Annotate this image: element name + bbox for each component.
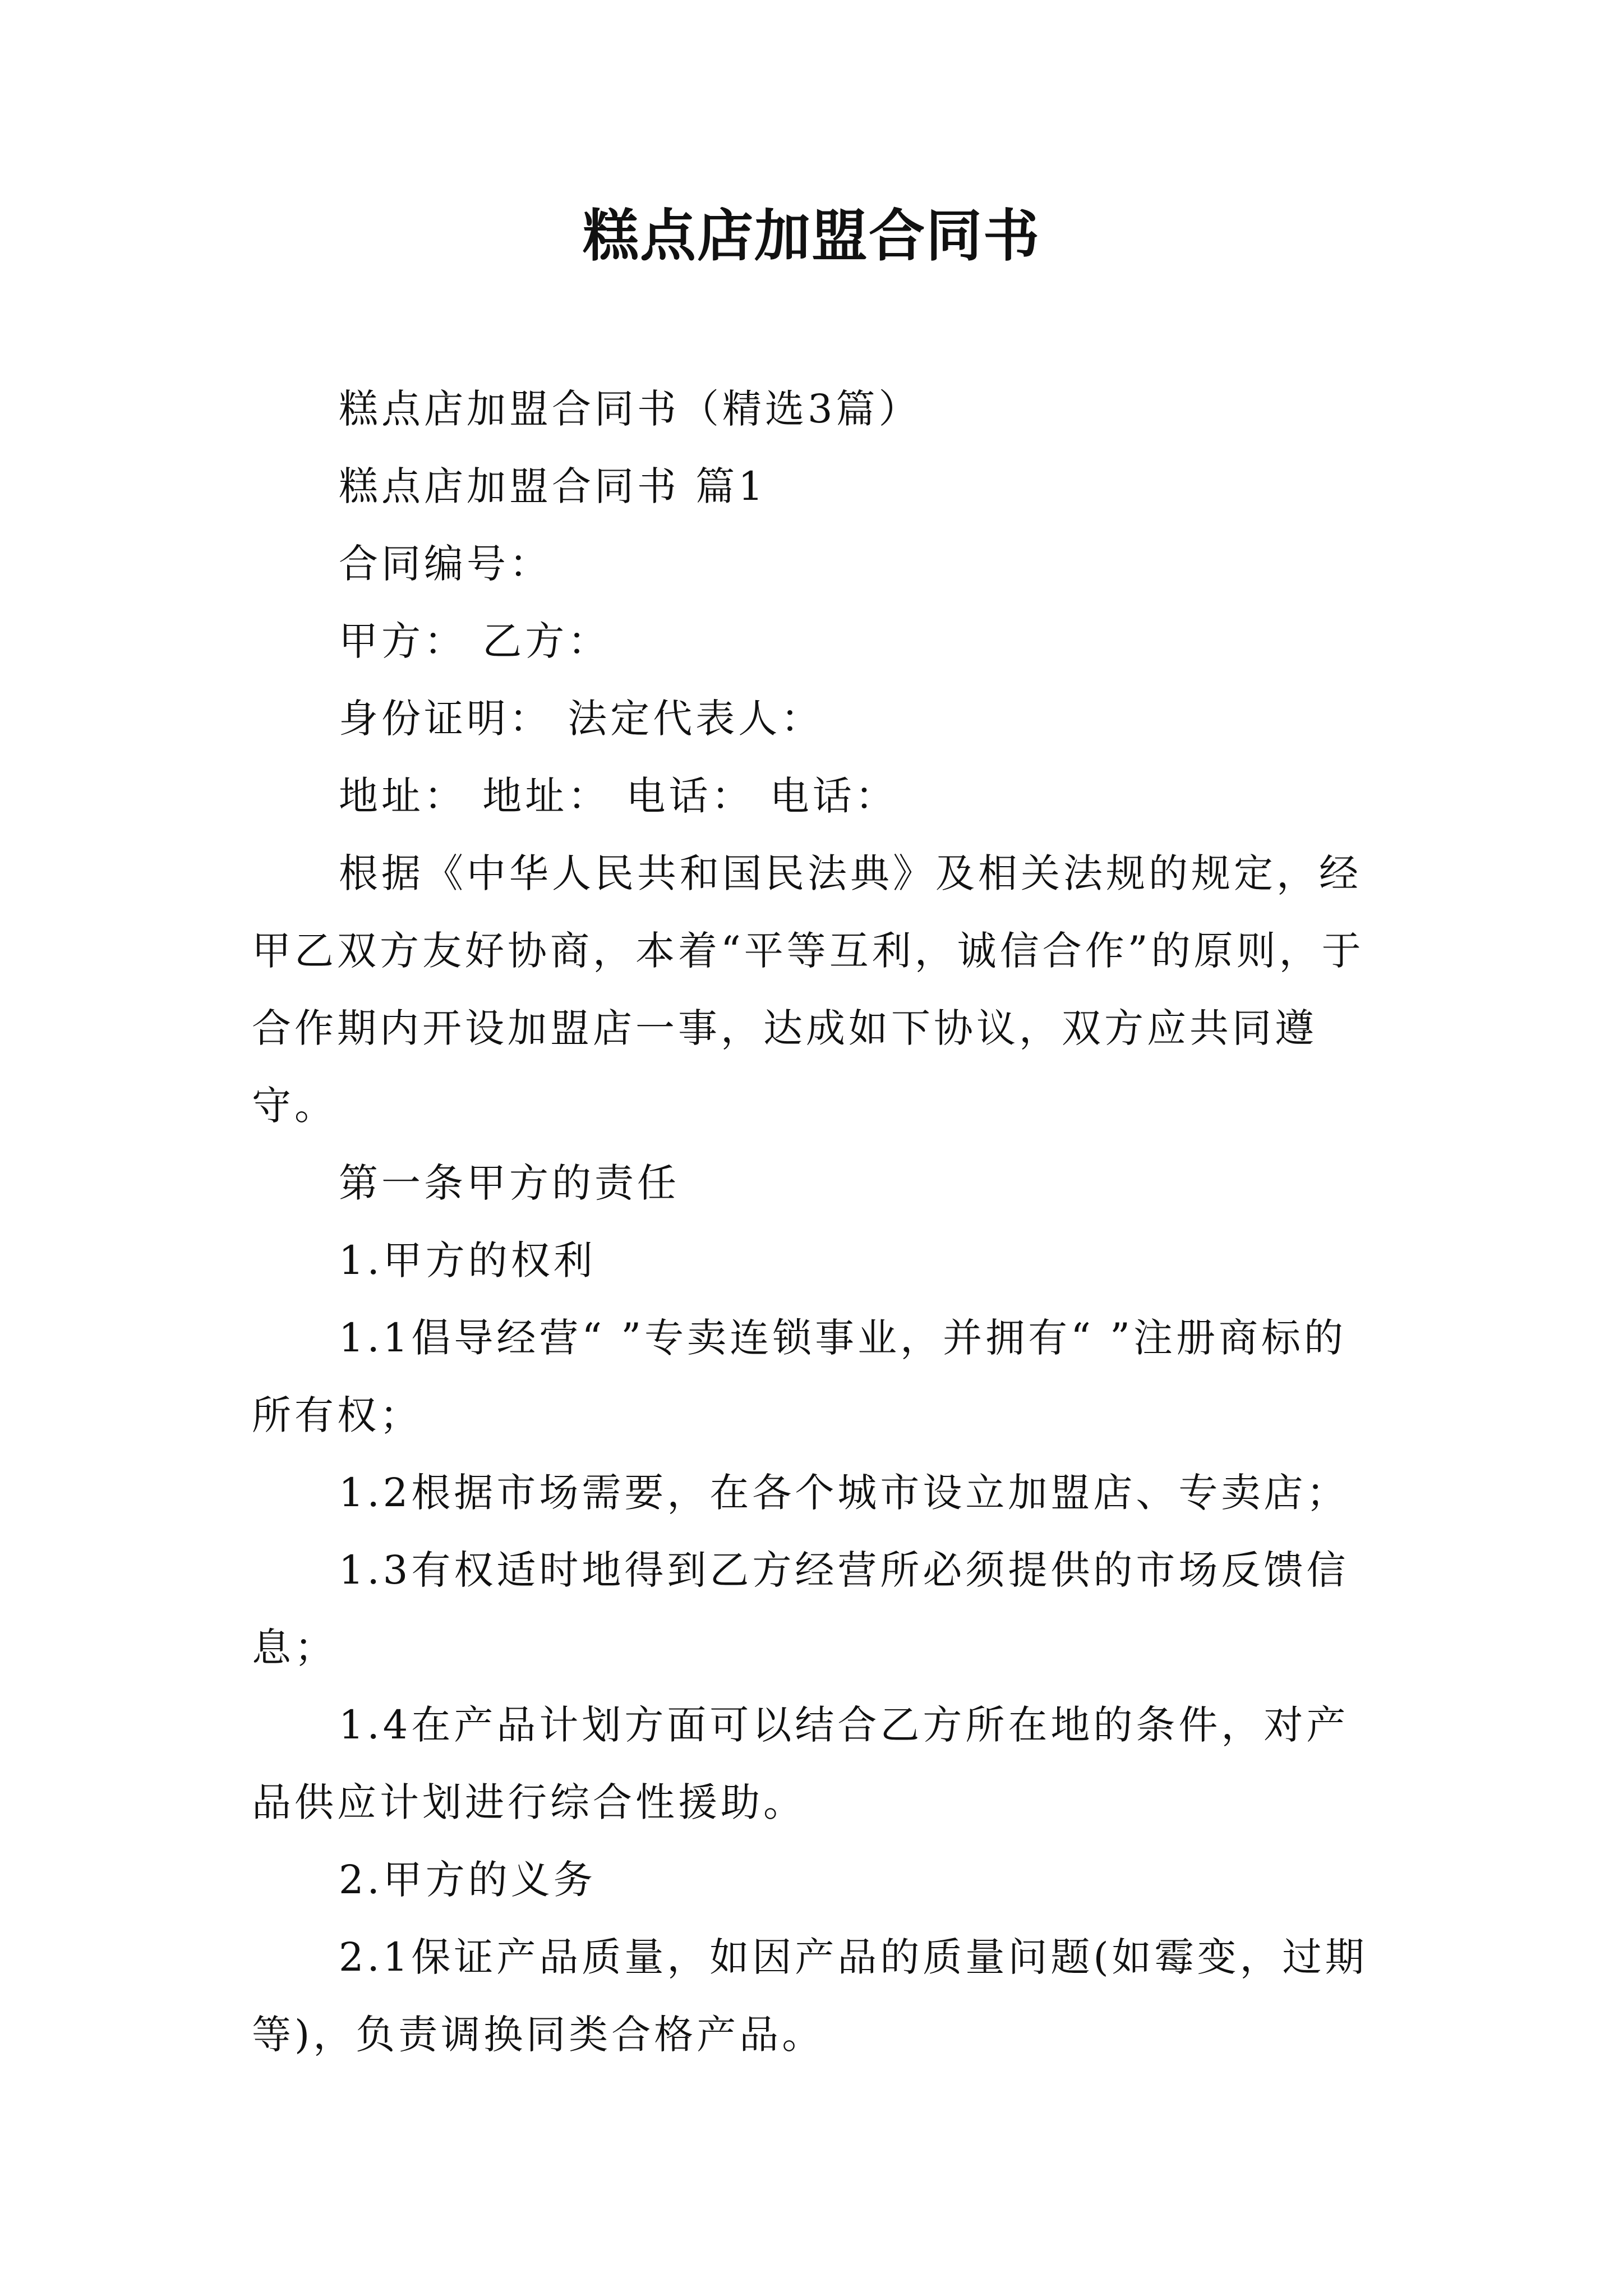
paragraph-clause-1-1: 1.1倡导经营“ ”专卖连锁事业，并拥有“ ”注册商标的所有权； — [252, 1315, 1347, 1438]
paragraph-article-1: 第一条甲方的责任 — [339, 1160, 680, 1206]
paragraph-preamble: 根据《中华人民共和国民法典》及相关法规的规定，经甲乙双方友好协商，本着“平等互利，诚信合作”的原则，于合作期内开设加盟店一事，达成如下协议，双方应共同遵守。 — [252, 850, 1364, 1129]
paragraph-clause-2-1: 2.1保证产品质量，如因产品的质量问题(如霉变，过期等)，负责调换同类合格产品。 — [252, 1934, 1368, 2058]
paragraph-parties: 甲方： 乙方： — [339, 618, 611, 664]
paragraph-obligations-heading: 2.甲方的义务 — [339, 1857, 596, 1903]
paragraph-clause-1-4: 1.4在产品计划方面可以结合乙方所在地的条件，对产品供应计划进行综合性援助。 — [252, 1702, 1349, 1825]
document-body — [252, 370, 1379, 2073]
document-title: 糕点店加盟合同书 — [583, 203, 1040, 269]
paragraph-identity: 身份证明： 法定代表人： — [339, 696, 824, 742]
paragraph-contract-number: 合同编号： — [339, 541, 552, 587]
paragraph-section-heading: 糕点店加盟合同书 篇1 — [339, 463, 767, 509]
paragraph-rights-heading: 1.甲方的权利 — [339, 1237, 596, 1283]
paragraph-address-phone: 地址： 地址： 电话： 电话： — [339, 773, 898, 819]
paragraph-clause-1-3: 1.3有权适时地得到乙方经营所必须提供的市场反馈信息； — [252, 1547, 1349, 1671]
paragraph-subtitle: 糕点店加盟合同书（精选3篇） — [339, 386, 921, 432]
paragraph-clause-1-2: 1.2根据市场需要，在各个城市设立加盟店、专卖店； — [339, 1470, 1349, 1516]
